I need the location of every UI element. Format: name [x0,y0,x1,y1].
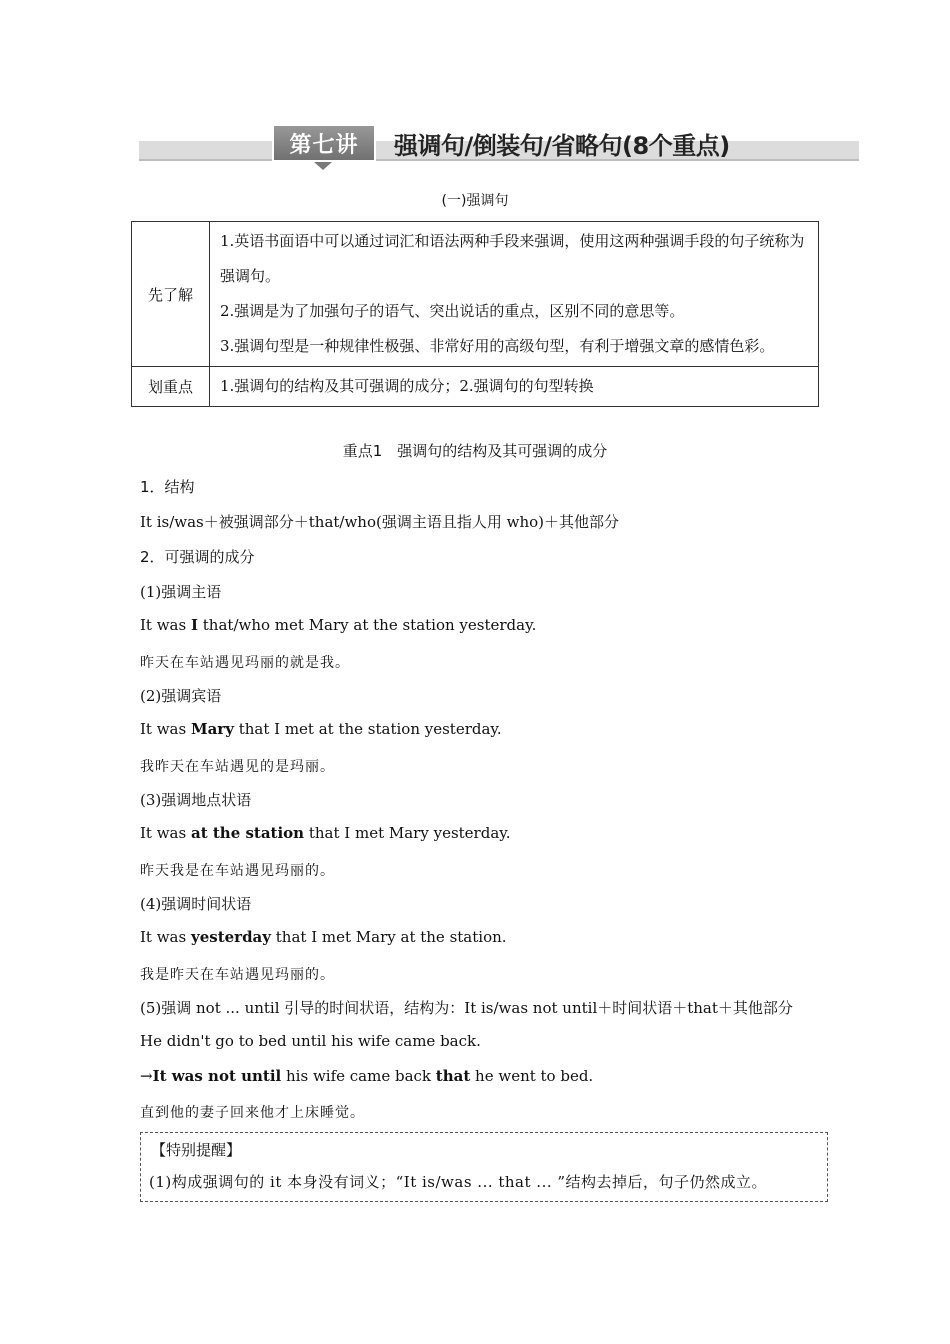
row-header-learn: 先了解 [132,222,210,367]
emphasized-word: I [190,616,199,634]
components-heading: 2．可强调的成分 [140,548,255,566]
time-example: It was yesterday that I met Mary at the station. [140,928,507,946]
structure-formula: It is/was＋被强调部分＋that/who(强调主语且指人用 who)＋其他部分 [140,513,619,531]
not-until-translation: 直到他的妻子回来他才上床睡觉。 [140,1105,365,1121]
row-content-learn [210,222,819,367]
place-example: It was at the station that I met Mary yesterday. [140,824,511,842]
subject-heading: (1)强调主语 [140,583,222,601]
lesson-pointer [314,162,332,170]
object-example: It was Mary that I met at the station yesterday. [140,720,502,738]
lesson-label: 第七讲 [272,124,376,162]
table-row [132,222,819,367]
object-heading: (2)强调宾语 [140,687,222,705]
arrow-icon: → [140,1067,153,1085]
emphasized-phrase: at the station [190,824,305,842]
note-body: (1)构成强调句的 it 本身没有词义；“It is/was ... that ... ”结构去掉后，句子仍然成立。 [149,1173,768,1191]
place-heading: (3)强调地点状语 [140,791,252,809]
time-heading: (4)强调时间状语 [140,895,252,913]
not-until-heading: (5)强调 not ... until 引导的时间状语，结构为：It is/was not until＋时间状语＋that＋其他部分 [140,999,793,1017]
place-translation: 昨天我是在车站遇见玛丽的。 [140,863,335,879]
structure-heading: 1．结构 [140,478,195,496]
note-heading: 【特别提醒】 [151,1141,242,1159]
row-content-focus: 1.强调句的结构及其可强调的成分；2.强调句的句型转换 [210,367,819,407]
intro-table [131,221,819,407]
emphasized-word: Mary [190,720,234,738]
learn-item-3: 3.强调句型是一种规律性极强、非常好用的高级句型，有利于增强文章的感情色彩。 [220,337,775,355]
row-header-focus: 划重点 [132,367,210,407]
emphasized-word: yesterday [190,928,271,946]
table-row [132,367,819,407]
learn-item-1: 1.英语书面语中可以通过词汇和语法两种手段来强调，使用这两种强调手段的句子统称为强调句。 [220,232,805,285]
learn-item-2: 2.强调是为了加强句子的语气、突出说话的重点，区别不同的意思等。 [220,302,685,320]
subject-translation: 昨天在车站遇见玛丽的就是我。 [140,655,350,671]
not-until-transform: →It was not until his wife came back that he went to bed. [140,1067,594,1085]
focus-title: 重点1 强调句的结构及其可强调的成分 [342,442,608,460]
page-title: 强调句/倒装句/省略句(8个重点) [394,132,730,160]
section-title: (一)强调句 [441,193,509,209]
not-until-example: He didn't go to bed until his wife came back. [140,1032,481,1050]
special-note-box [140,1132,828,1202]
time-translation: 我是昨天在车站遇见玛丽的。 [140,967,335,983]
object-translation: 我昨天在车站遇见的是玛丽。 [140,759,335,775]
subject-example: It was I that/who met Mary at the station yesterday. [140,616,537,634]
